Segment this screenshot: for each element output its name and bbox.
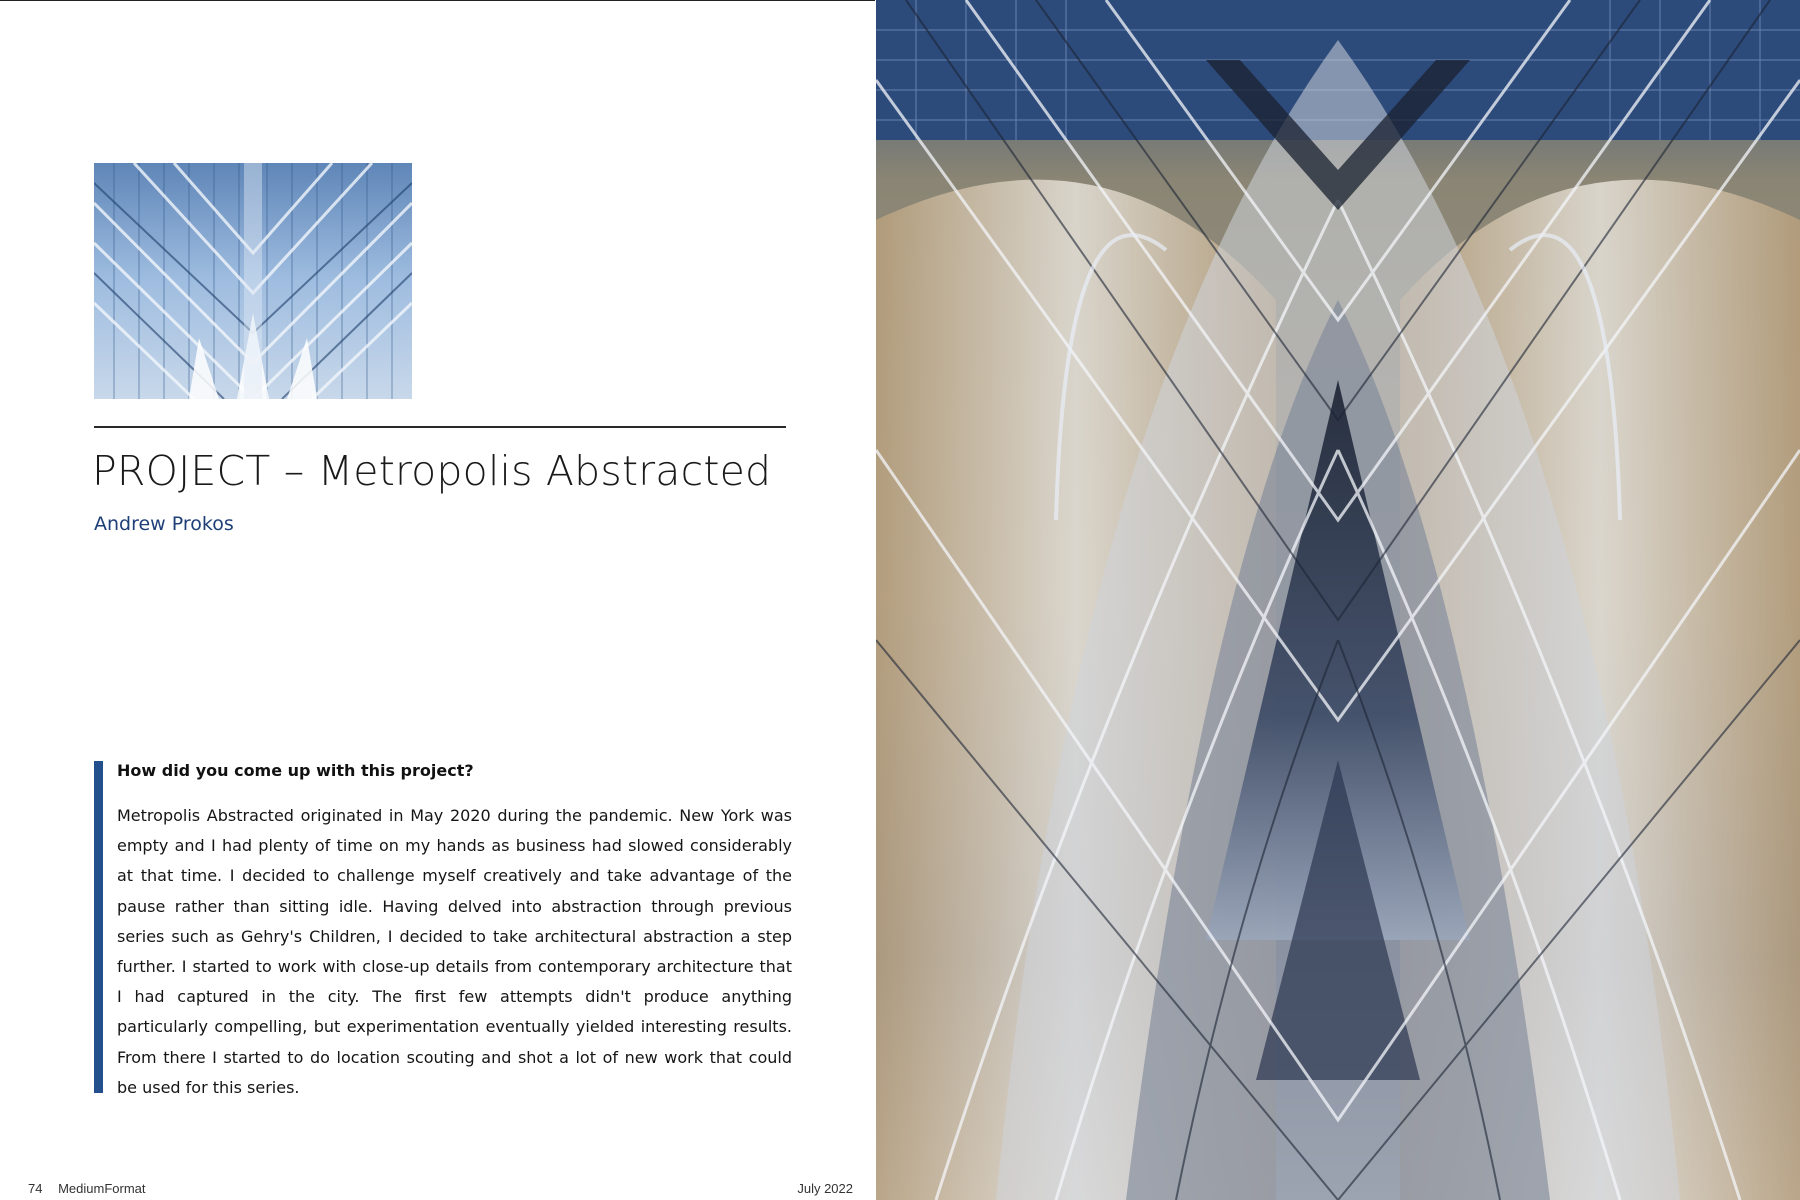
interview-block [94, 759, 794, 1097]
left-page [0, 0, 875, 1200]
article-title: PROJECT – Metropolis Abstracted [92, 447, 772, 495]
thumbnail-photo [94, 163, 412, 399]
issue-date: July 2022 [797, 1181, 853, 1196]
title-divider [94, 426, 786, 428]
article-author: Andrew Prokos [94, 513, 234, 535]
accent-bar [94, 761, 103, 1093]
magazine-name: MediumFormat [58, 1181, 146, 1196]
page-number: 74 [28, 1181, 43, 1196]
footer-left [28, 1181, 146, 1196]
featured-photo [876, 0, 1800, 1200]
interview-question: How did you come up with this project? [117, 761, 474, 780]
interview-answer: Metropolis Abstracted originated in May 2020 during the pandemic. New York was empty and I had plenty of time on my hands as business had slowed considerably at that time. I decided to challenge myself creatively and take advantage of the pause rather than sitting idle. Having delved into abstraction through previous series such as Gehry's Children, I decided to take architectural abstraction a step further. I started to work with close-up details from contemporary architecture that I had captured in the city. The first few attempts didn't produce anything particularly compelling, but experimentation eventually yielded interesting results. From there I started to do location scouting and shot a lot of new work that could be used for this series. [117, 806, 792, 1097]
